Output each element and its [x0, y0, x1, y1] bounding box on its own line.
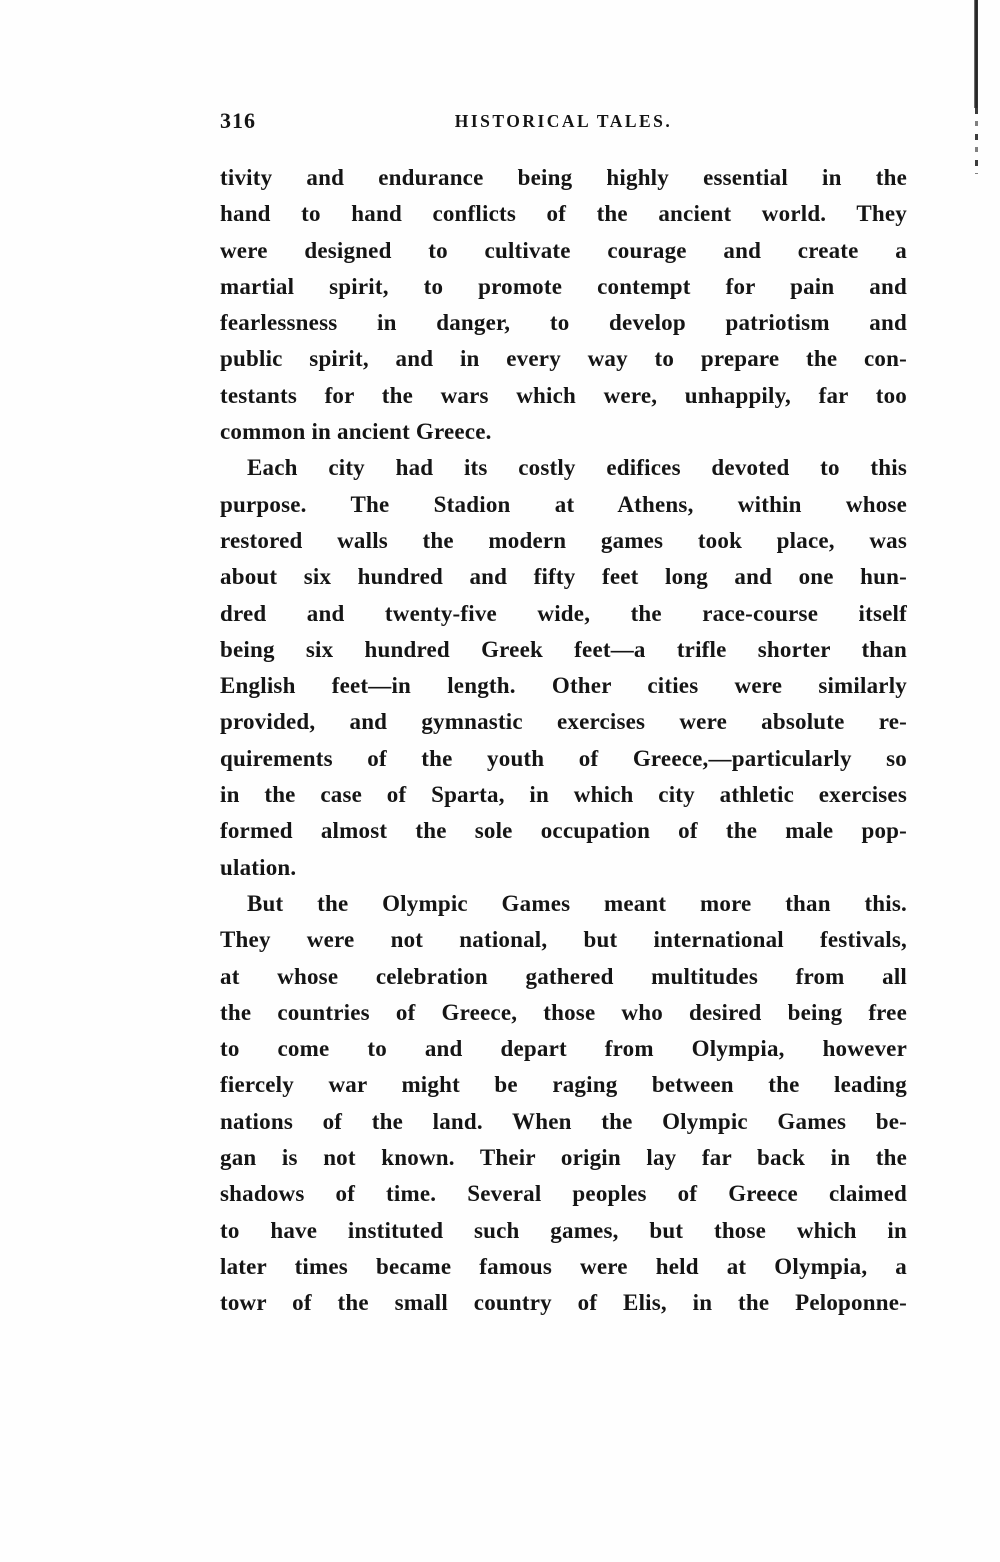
- paragraph: [220, 450, 907, 886]
- text-line: testants for the wars which were, unhappily, far too: [220, 382, 907, 408]
- text-line: English feet—in length. Other cities were similarly: [220, 673, 907, 699]
- text-line: But the Olympic Games meant more than this.: [247, 890, 907, 916]
- text-line: public spirit, and in every way to prepare the con-: [220, 346, 907, 372]
- text-line: restored walls the modern games took place, was: [220, 527, 907, 553]
- text-line: common in ancient Greece.: [220, 419, 492, 445]
- text-line: purpose. The Stadion at Athens, within whose: [220, 491, 907, 517]
- text-line: Each city had its costly edifices devoted to this: [247, 455, 907, 481]
- text-line: were designed to cultivate courage and create a: [220, 237, 907, 263]
- scan-edge-line-dashed: [975, 108, 978, 174]
- paragraph: [220, 160, 907, 450]
- text-line: being six hundred Greek feet—a trifle shorter than: [220, 636, 907, 662]
- page-body: [220, 160, 907, 1322]
- text-line: ulation.: [220, 854, 297, 880]
- text-line: quirements of the youth of Greece,—particularly so: [220, 745, 907, 771]
- scan-edge-line-solid: [974, 0, 978, 108]
- text-line: later times became famous were held at Olympia, a: [220, 1253, 907, 1279]
- text-line: at whose celebration gathered multitudes from all: [220, 963, 907, 989]
- text-line: martial spirit, to promote contempt for pain and: [220, 273, 907, 299]
- text-line: fiercely war might be raging between the leading: [220, 1072, 907, 1098]
- text-line: provided, and gymnastic exercises were absolute re-: [220, 709, 907, 735]
- text-line: formed almost the sole occupation of the male pop-: [220, 818, 907, 844]
- text-line: gan is not known. Their origin lay far back in the: [220, 1145, 907, 1171]
- text-line: the countries of Greece, those who desired being free: [220, 999, 907, 1025]
- text-line: nations of the land. When the Olympic Games be-: [220, 1108, 907, 1134]
- text-line: tivity and endurance being highly essential in the: [220, 165, 907, 190]
- text-line: to come to and depart from Olympia, however: [220, 1036, 907, 1062]
- paragraph: [220, 886, 907, 1322]
- text-line: They were not national, but international festivals,: [220, 927, 907, 953]
- text-line: shadows of time. Several peoples of Greece claimed: [220, 1181, 907, 1207]
- text-line: dred and twenty-five wide, the race-course itself: [220, 600, 907, 626]
- text-line: to have instituted such games, but those which in: [220, 1217, 907, 1243]
- running-head: HISTORICAL TALES.: [454, 111, 673, 131]
- text-line: towr of the small country of Elis, in the Peloponne-: [220, 1290, 907, 1316]
- text-line: hand to hand conflicts of the ancient world. They: [220, 201, 907, 227]
- page-number: 316: [220, 108, 256, 133]
- text-line: fearlessness in danger, to develop patriotism and: [220, 310, 907, 336]
- text-line: in the case of Sparta, in which city athletic exercises: [220, 782, 907, 808]
- text-line: about six hundred and fifty feet long and one hun-: [220, 564, 907, 590]
- page-header: [220, 108, 907, 136]
